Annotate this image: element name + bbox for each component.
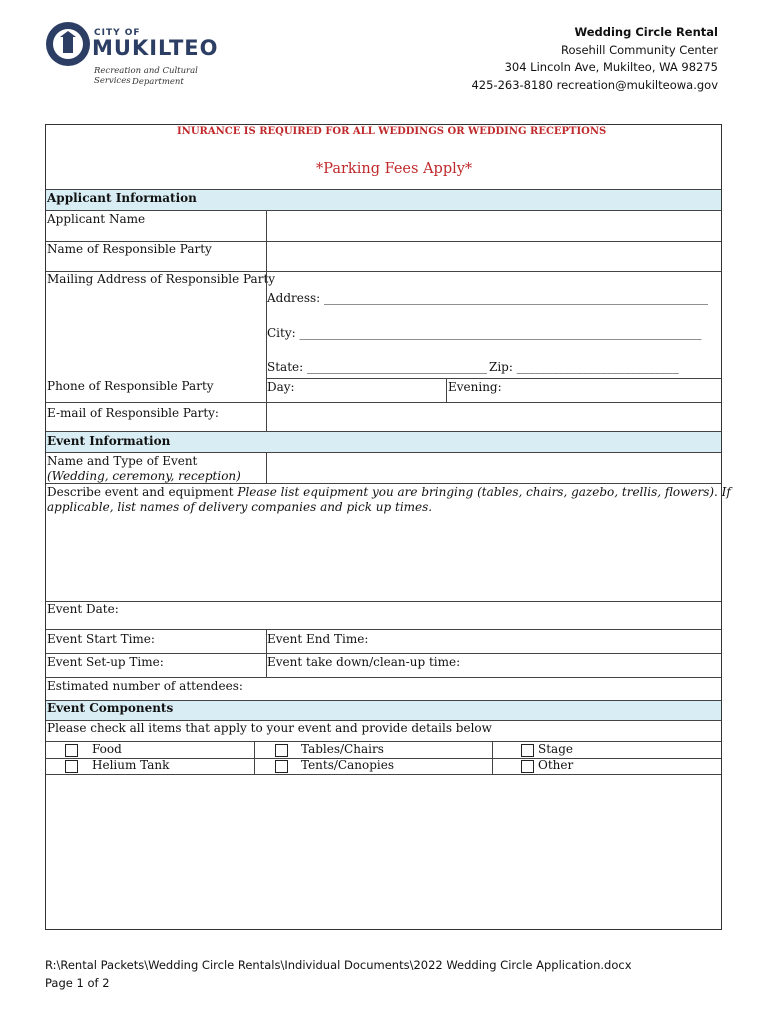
describe-event-hint: applicable, list names of delivery companies and pick up times. [47,500,433,514]
city-logo [46,22,236,94]
day-phone-field[interactable]: Day: [267,380,295,394]
helium-tank-checkbox[interactable] [65,760,78,773]
attendees-label[interactable]: Estimated number of attendees: [47,679,243,693]
food-checkbox[interactable] [65,744,78,757]
logo-department-line2: Department [132,77,184,87]
applicant-name-field[interactable] [267,211,721,241]
contact-block [471,24,718,94]
tables-chairs-checkbox[interactable] [275,744,288,757]
city-field[interactable]: City: ___________________________________________________________________ [267,326,702,340]
document-footer [45,956,632,992]
event-name-type-field[interactable] [267,453,721,483]
event-name-type-hint: (Wedding, ceremony, reception) [47,469,241,483]
form-title: Wedding Circle Rental [574,25,718,39]
phone-email: 425-263-8180 recreation@mukilteowa.gov [471,77,718,92]
email-label: E-mail of Responsible Party: [47,406,219,420]
component-details-field[interactable] [46,775,721,929]
lighthouse-icon [46,22,90,66]
food-label: Food [92,742,122,756]
describe-event-field[interactable] [46,517,721,601]
event-takedown-time-label[interactable]: Event take down/clean-up time: [267,655,461,669]
applicant-name-label: Applicant Name [47,212,146,226]
venue-name: Rosehill Community Center [560,42,718,57]
other-checkbox[interactable] [521,760,534,773]
helium-tank-label: Helium Tank [92,758,170,772]
event-section-header: Event Information [47,434,171,448]
evening-phone-field[interactable]: Evening: [448,380,502,394]
components-section-header: Event Components [47,701,174,715]
venue-address: 304 Lincoln Ave, Mukilteo, WA 98275 [504,60,718,74]
address-field[interactable]: Address: ________________________________________________________________ [267,291,709,305]
tables-chairs-label: Tables/Chairs [301,742,384,756]
document-path: R:\Rental Packets\Wedding Circle Rentals\Individual Documents\2022 Wedding Circle Application.docx [45,958,632,972]
phone-label: Phone of Responsible Party [47,379,214,393]
event-name-type-label: Name and Type of Event [47,454,198,468]
logo-city-of: CITY OF [94,28,141,38]
logo-department-line1: Recreation and Cultural Services [94,66,198,86]
components-instructions: Please check all items that apply to your event and provide details below [47,721,492,735]
event-date-label[interactable]: Event Date: [47,602,119,616]
describe-event-label: Describe event and equipment Please list equipment you are bringing (tables, chairs, gazebo, trellis, flowers). If [47,485,731,499]
state-field[interactable]: State: ______________________________ [267,360,487,374]
application-form [45,124,731,930]
other-label: Other [538,758,574,772]
responsible-party-label: Name of Responsible Party [47,242,212,256]
tents-canopies-checkbox[interactable] [275,760,288,773]
parking-notice: *Parking Fees Apply* [316,161,473,177]
zip-field[interactable]: Zip: ___________________________ [489,360,679,374]
responsible-party-field[interactable] [267,242,721,271]
event-end-time-label[interactable]: Event End Time: [267,632,369,646]
email-field[interactable] [267,403,721,431]
applicant-section-header: Applicant Information [47,191,197,205]
logo-city-name: MUKILTEO [92,36,219,60]
event-start-time-label[interactable]: Event Start Time: [47,632,155,646]
page-number: Page 1 of 2 [45,976,110,990]
insurance-notice: INURANCE IS REQUIRED FOR ALL WEDDINGS OR WEDDING RECEPTIONS [177,126,607,137]
tents-canopies-label: Tents/Canopies [301,758,394,772]
stage-checkbox[interactable] [521,744,534,757]
mailing-address-label: Mailing Address of Responsible Party [47,272,276,286]
stage-label: Stage [538,742,573,756]
event-setup-time-label[interactable]: Event Set-up Time: [47,655,164,669]
